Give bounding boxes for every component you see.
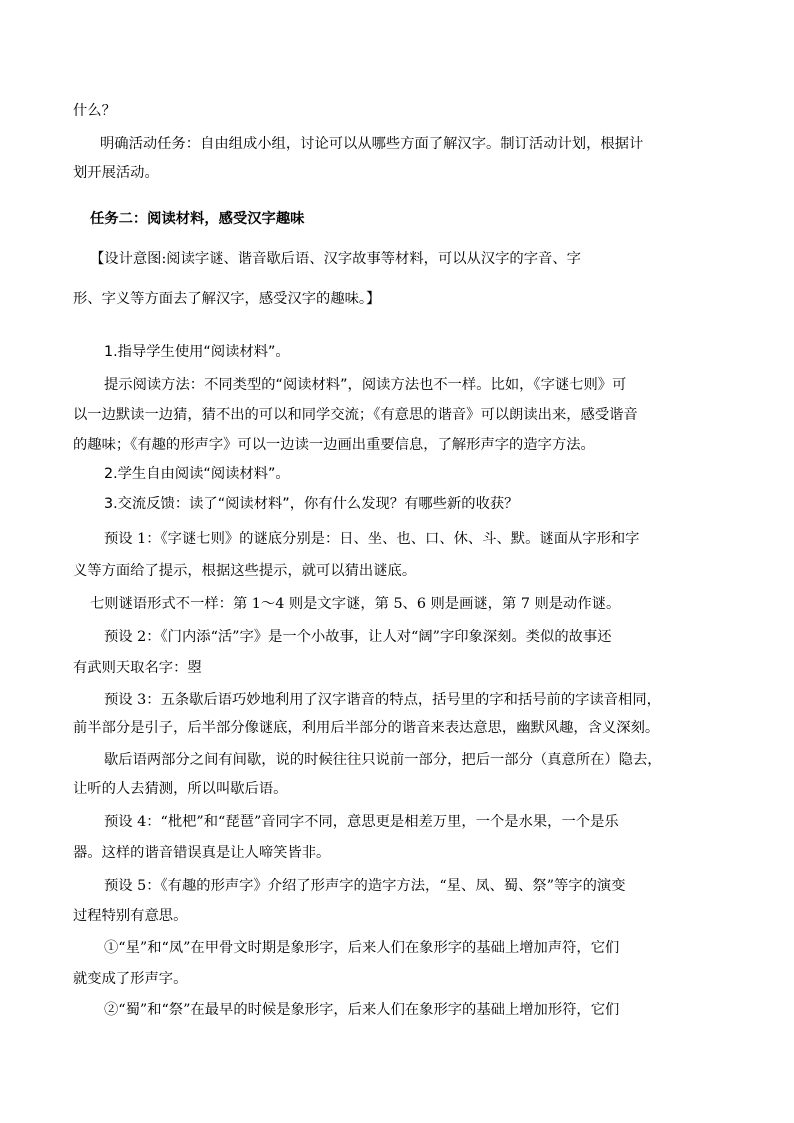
text-line: 什么？ (73, 103, 116, 119)
preset-line: ②“蜀”和“祭”在最早的时候是象形字，后来人们在象形字的基础上增加形符，它们 (104, 1002, 620, 1018)
step-item: 1.指导学生使用“阅读材料”。 (104, 344, 290, 360)
preset-line: 预设 1：《字谜七则》的谜底分别是：日、坐、也、口、休、斗、默。谜面从字形和字 (104, 531, 640, 547)
preset-line: 前半部分是引子，后半部分像谜底，利用后半部分的谐音来表达意思，幽默风趣，含义深刻。 (73, 720, 660, 736)
text-line: 的趣味；《有趣的形声字》可以一边读一边画出重要信息，了解形声字的造字方法。 (73, 437, 595, 453)
text-line: 明确活动任务：自由组成小组，讨论可以从哪些方面了解汉字。制订活动计划，根据计 (100, 136, 644, 152)
design-intent-line: 形、字义等方面去了解汉字，感受汉字的趣味。】 (73, 291, 381, 307)
preset-line: 器。这样的谐音错误真是让人啼笑皆非。 (73, 845, 331, 861)
preset-line: 就变成了形声字。 (73, 971, 188, 987)
preset-line: 预设 4：“枇杷”和“琵琶”音同字不同，意思更是相差万里，一个是水果，一个是乐 (104, 814, 619, 830)
preset-line: 七则谜语形式不一样：第 1～4 则是文字谜，第 5、6 则是画谜，第 7 则是动作谜。 (90, 596, 621, 612)
preset-line: ①“星”和“凤”在甲骨文时期是象形字，后来人们在象形字的基础上增加声符，它们 (104, 940, 620, 956)
preset-line: 预设 5：《有趣的形声字》介绍了形声字的造字方法，“星、凤、蜀、祭”等字的演变 (104, 878, 626, 894)
preset-line: 预设 3：五条歇后语巧妙地利用了汉字谐音的特点，括号里的字和括号前的字读音相同， (104, 692, 661, 708)
text-line: 以一边默读一边猜，猜不出的可以和同学交流；《有意思的谐音》可以朗读出来，感受谐音 (73, 407, 638, 423)
preset-line: 义等方面给了提示，根据这些提示，就可以猜出谜底。 (73, 563, 417, 579)
step-item: 2.学生自由阅读“阅读材料”。 (104, 466, 290, 482)
preset-line: 让听的人去猜测，所以叫歇后语。 (73, 781, 288, 797)
preset-line: 过程特别有意思。 (73, 908, 188, 924)
preset-line: 有武则天取名字：曌 (73, 660, 202, 676)
step-item: 3.交流反馈：读了“阅读材料”，你有什么发现？有哪些新的收获？ (104, 496, 519, 512)
text-line: 提示阅读方法：不同类型的“阅读材料”，阅读方法也不一样。比如，《字谜七则》可 (104, 377, 627, 393)
text-line: 划开展活动。 (73, 165, 159, 181)
design-intent-line: 【设计意图:阅读字谜、谐音歇后语、汉字故事等材料，可以从汉字的字音、字 (90, 251, 581, 267)
section-heading: 任务二：阅读材料，感受汉字趣味 (90, 211, 305, 227)
preset-line: 预设 2：《门内添“活”字》是一个小故事，让人对“阔”字印象深刻。类似的故事还 (104, 629, 612, 645)
preset-line: 歇后语两部分之间有间歇，说的时候往往只说前一部分，把后一部分（真意所在）隐去， (104, 752, 662, 768)
